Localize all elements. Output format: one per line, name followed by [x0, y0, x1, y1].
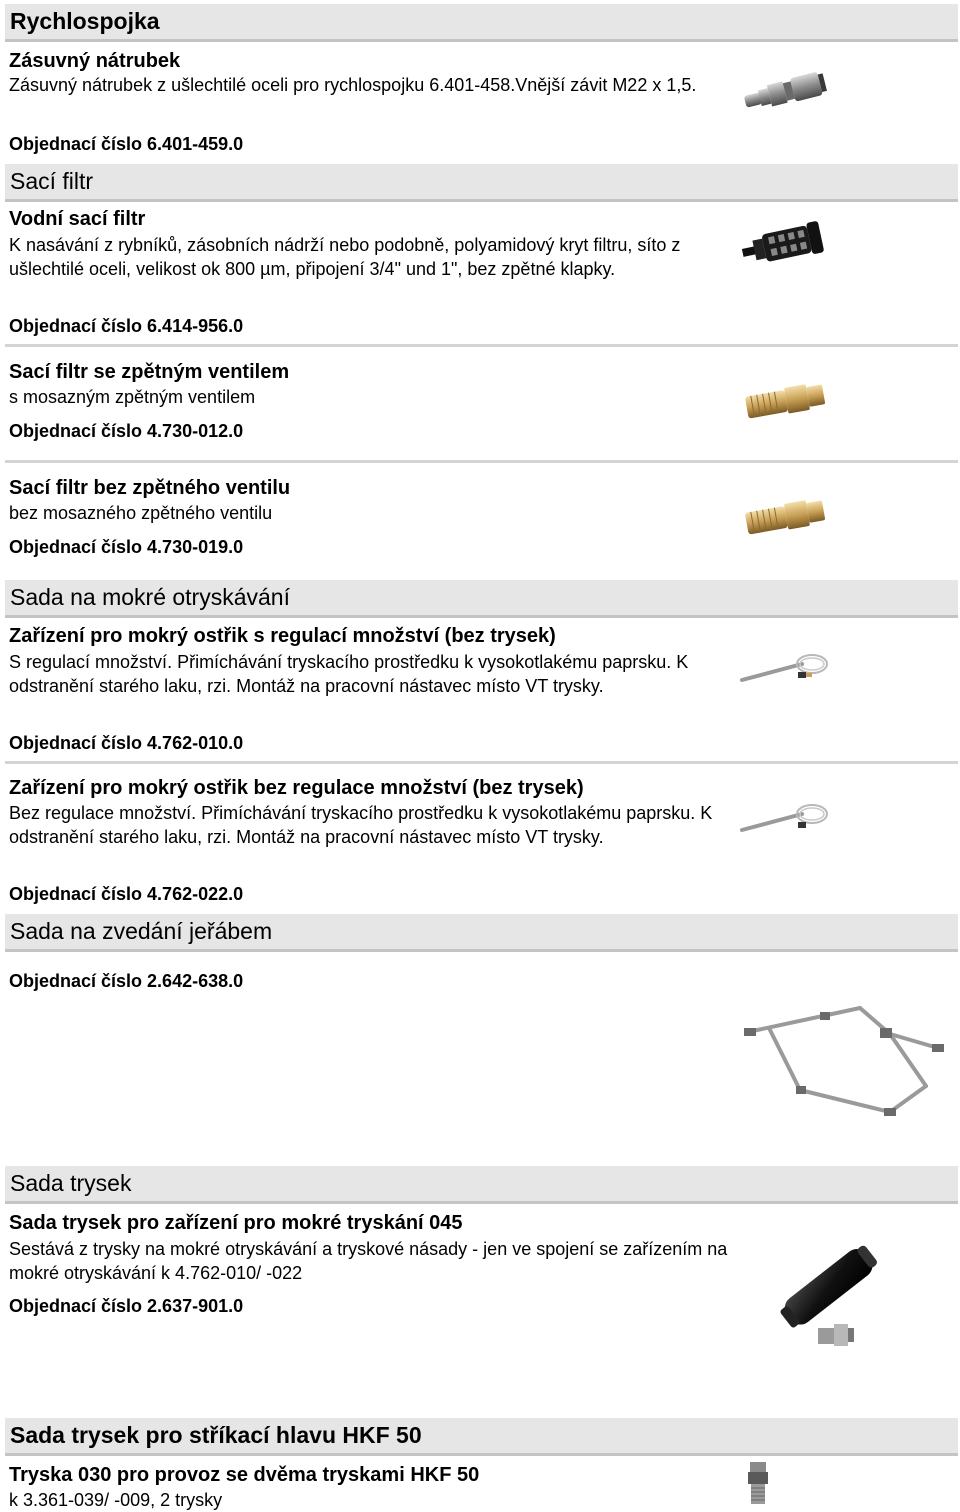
- product-description: Zásuvný nátrubek z ušlechtilé oceli pro rychlospojku 6.401-458.Vnější závit M22 x 1,5.: [9, 75, 697, 95]
- product-title: Zařízení pro mokrý ostřik bez regulace množství (bez trysek): [9, 777, 584, 799]
- product-description: S regulací množství. Přimíchávání tryskacího prostředku k vysokotlakému paprsku. K odstranění starého laku, rzi. Montáž na pracovní nástavec místo VT trysky.: [9, 652, 689, 696]
- product-title: Vodní sací filtr: [9, 208, 146, 230]
- section-header-mokre-otryskavani: Sada na mokré otryskávání: [5, 580, 958, 618]
- section-header-sada-trysek: Sada trysek: [5, 1166, 958, 1204]
- product-description: s mosazným zpětným ventilem: [9, 387, 256, 407]
- order-number: Objednací číslo 6.414-956.0: [9, 316, 244, 336]
- section-header-hkf50: Sada trysek pro stříkací hlavu HKF 50: [5, 1418, 958, 1456]
- product-title: Sací filtr bez zpětného ventilu: [9, 477, 291, 499]
- product-description: Sestává z trysky na mokré otryskávání a tryskové násady - jen ve spojení se zařízením na mokré otryskávání k 4.762-010/ -022: [9, 1239, 728, 1283]
- product-title: Zařízení pro mokrý ostřik s regulací množství (bez trysek): [9, 625, 556, 647]
- nozzle-kit-image: [768, 1236, 888, 1352]
- order-number: Objednací číslo 4.762-010.0: [9, 733, 244, 753]
- section-header-zvedani-jerabem: Sada na zvedání jeřábem: [5, 914, 958, 952]
- order-number: Objednací číslo 4.762-022.0: [9, 884, 244, 904]
- product-title: Sací filtr se zpětným ventilem: [9, 361, 290, 383]
- suction-filter-with-valve-image: [742, 378, 828, 422]
- order-number: Objednací číslo 4.730-012.0: [9, 421, 244, 441]
- product-title: Zásuvný nátrubek: [9, 50, 181, 72]
- divider: [5, 761, 958, 764]
- crane-lifting-kit-image: [740, 1000, 950, 1120]
- divider: [5, 460, 958, 463]
- wet-blasting-device-image: [740, 650, 832, 690]
- order-number: Objednací číslo 4.730-019.0: [9, 537, 244, 557]
- product-description: bez mosazného zpětného ventilu: [9, 503, 273, 523]
- section-header-rychlospojka: Rychlospojka: [5, 4, 958, 42]
- product-description: K nasávání z rybníků, zásobních nádrží nebo podobně, polyamidový kryt filtru, síto z ušlechtilé oceli, velikost ok 800 µm, připojení 3/4" und 1", bez zpětné klapky.: [9, 235, 681, 279]
- product-title: Sada trysek pro zařízení pro mokré tryskání 045: [9, 1212, 463, 1234]
- section-header-saci-filtr: Sací filtr: [5, 164, 958, 202]
- wet-blasting-device-no-regulation-image: [740, 800, 832, 840]
- water-suction-filter-image: [740, 220, 830, 270]
- quick-coupling-nipple-image: [742, 70, 828, 114]
- order-number: Objednací číslo 6.401-459.0: [9, 134, 244, 154]
- order-number: Objednací číslo 2.642-638.0: [9, 971, 244, 991]
- divider: [5, 344, 958, 347]
- product-description: Bez regulace množství. Přimíchávání tryskacího prostředku k vysokotlakému paprsku. K odstranění starého laku, rzi. Montáž na pracovní nástavec místo VT trysky.: [9, 803, 713, 847]
- product-description: k 3.361-039/ -009, 2 trysky: [9, 1490, 223, 1510]
- product-title: Tryska 030 pro provoz se dvěma tryskami HKF 50: [9, 1464, 480, 1486]
- suction-filter-without-valve-image: [742, 494, 828, 538]
- hkf-nozzle-image: [746, 1460, 770, 1508]
- order-number: Objednací číslo 2.637-901.0: [9, 1296, 244, 1316]
